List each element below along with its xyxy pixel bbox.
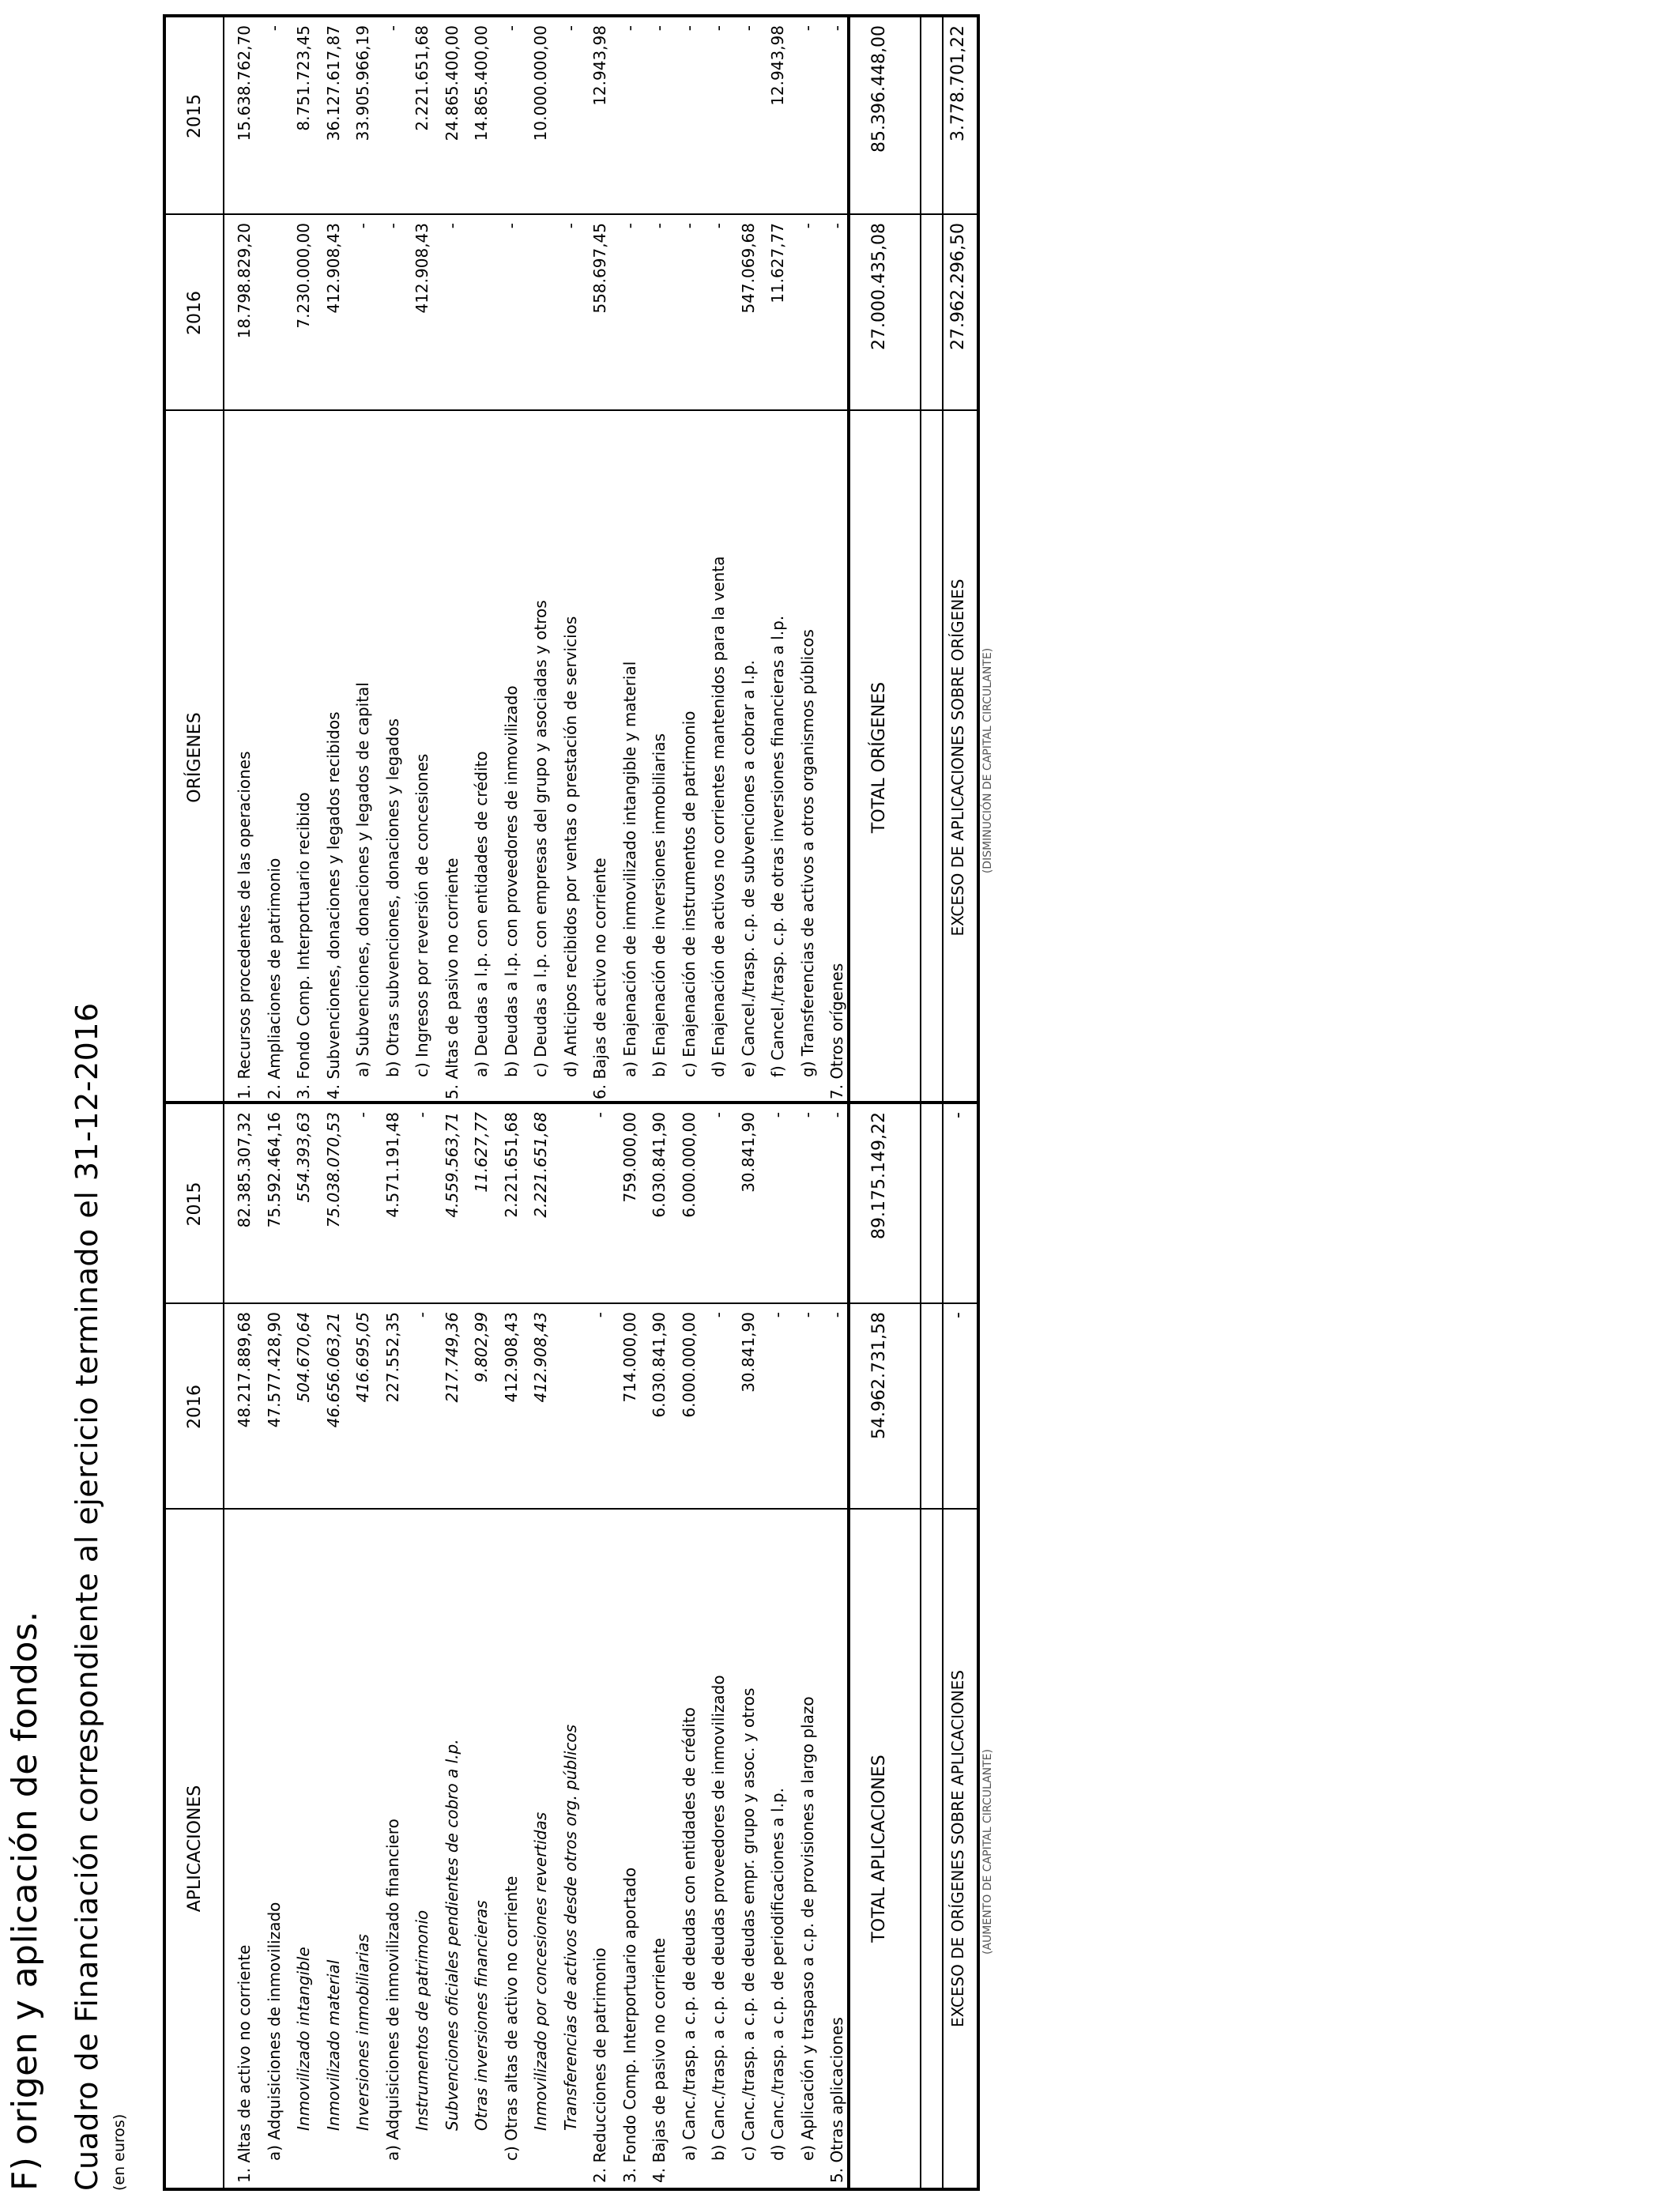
total-origenes-label: TOTAL ORÍGENES (869, 681, 889, 834)
aplicaciones-row-label: 3. Fondo Comp. Interportuario aportado (620, 1867, 639, 2183)
origenes-value-2016: - (560, 223, 580, 229)
aplicaciones-value-2016: 412.908,43 (501, 1312, 521, 1403)
origenes-row-label: f) Cancel./trasp. c.p. de otras inversiones financieras a l.p. (768, 615, 787, 1077)
aplicaciones-value-2016 (556, 1312, 586, 1510)
aplicaciones-row-label: Inmovilizado por concesiones revertidas (531, 1811, 550, 2131)
origenes-value-2016: - (501, 223, 521, 229)
origenes-value-2016: 558.697,45 (590, 223, 609, 314)
aplicaciones-row-label: Inmovilizado intangible (294, 1947, 313, 2131)
aplicaciones-row-label: a) Adquisiciones de inmovilizado financiero (382, 1819, 402, 2161)
origenes-value-2016: 412.908,43 (323, 223, 343, 314)
aplicaciones-row-label: 1. Altas de activo no corriente (235, 1944, 254, 2183)
aplicaciones-value-2016: - (827, 1312, 846, 1318)
origenes-row-label: b) Otras subvenciones, donaciones y legados (382, 718, 402, 1077)
origenes-value-2016: 18.798.829,20 (235, 223, 254, 339)
origenes-value-2016: 412.908,43 (412, 223, 431, 314)
excess-aplicaciones-note: (DISMINUCIÓN DE CAPITAL CIRCULANTE) (981, 647, 994, 874)
origenes-row-label: 3. Fondo Comp. Interportuario recibido (294, 792, 313, 1099)
aplicaciones-value-2015 (556, 1112, 586, 1304)
origenes-value-2015: - (650, 25, 669, 32)
aplicaciones-row-label: 2. Reducciones de patrimonio (590, 1947, 609, 2183)
origenes-value-2015: 8.751.723,45 (294, 25, 313, 131)
origenes-value-2016: 11.627,77 (768, 223, 787, 303)
financing-table (163, 14, 980, 2191)
header-origenes: ORÍGENES (184, 712, 205, 803)
origenes-value-2015: - (827, 25, 846, 32)
aplicaciones-row-label: 4. Bajas de pasivo no corriente (650, 1938, 669, 2183)
origenes-value-2015: 33.905.966,19 (353, 25, 372, 141)
excess-origenes-2015: - (948, 1112, 968, 1118)
aplicaciones-row-label: Inversiones inmobiliarias (353, 1934, 372, 2131)
aplicaciones-row-label: c) Otras altas de activo no corriente (501, 1875, 521, 2161)
origenes-row-label: e) Cancel./trasp. c.p. de subvenciones a cobrar a l.p. (738, 660, 758, 1077)
origenes-value-2016: - (797, 223, 817, 229)
origenes-value-2015: - (560, 25, 580, 32)
origenes-row-label: c) Enajenación de instrumentos de patrimonio (679, 711, 699, 1077)
origenes-row-label: a) Subvenciones, donaciones y legados de capital (353, 682, 372, 1077)
aplicaciones-value-2015: - (353, 1112, 372, 1118)
aplicaciones-value-2016: 412.908,43 (531, 1312, 550, 1403)
origenes-value-2015: 2.221.651,68 (412, 25, 431, 131)
header-origenes-2015: 2015 (184, 94, 205, 138)
total-origenes-2015: 85.396.448,00 (869, 25, 889, 153)
aplicaciones-value-2016: 504.670,64 (294, 1312, 313, 1403)
aplicaciones-row-label: a) Canc./trasp. a c.p. de deudas con entidades de crédito (679, 1707, 699, 2161)
aplicaciones-row-label: a) Adquisiciones de inmovilizado (264, 1902, 284, 2161)
aplicaciones-value-2016: 46.656.063,21 (323, 1312, 343, 1428)
aplicaciones-row-label: 5. Otras aplicaciones (827, 2017, 846, 2183)
aplicaciones-row-label: d) Canc./trasp. a c.p. de periodificaciones a l.p. (768, 1788, 787, 2161)
origenes-value-2016 (259, 223, 289, 411)
origenes-value-2016: - (353, 223, 372, 229)
aplicaciones-row-label: Subvenciones oficiales pendientes de cobro a l.p. (442, 1739, 461, 2131)
excess-aplicaciones-label: EXCESO DE APLICACIONES SOBRE ORÍGENES (948, 579, 967, 937)
total-aplicaciones-2016: 54.962.731,58 (869, 1312, 889, 1439)
origenes-value-2015: 24.865.400,00 (442, 25, 461, 141)
aplicaciones-value-2015: - (590, 1112, 609, 1118)
excess-origenes-note: (AUMENTO DE CAPITAL CIRCULANTE) (981, 1749, 994, 1955)
origenes-value-2016: 7.230.000,00 (294, 223, 313, 329)
origenes-value-2015: - (264, 25, 284, 32)
aplicaciones-row-label: c) Canc./trasp. a c.p. de deudas empr. grupo y asoc. y otros (738, 1687, 758, 2161)
aplicaciones-value-2015: 6.030.841,90 (650, 1112, 669, 1218)
excess-origenes-2016: - (948, 1312, 968, 1318)
aplicaciones-value-2016: 416.695,05 (353, 1312, 372, 1403)
aplicaciones-value-2015: - (709, 1112, 728, 1118)
aplicaciones-value-2016: 30.841,90 (738, 1312, 758, 1393)
aplicaciones-row-label: e) Aplicación y traspaso a c.p. de provisiones a largo plazo (797, 1696, 817, 2161)
origenes-value-2015: - (382, 25, 402, 32)
aplicaciones-value-2015: 82.385.307,32 (235, 1112, 254, 1228)
origenes-value-2016: - (620, 223, 639, 229)
origenes-value-2015: 10.000.000,00 (531, 25, 550, 141)
aplicaciones-row-label: Inmovilizado material (323, 1959, 343, 2131)
aplicaciones-value-2015: 6.000.000,00 (679, 1112, 699, 1218)
origenes-value-2015: 12.943,98 (768, 25, 787, 106)
aplicaciones-value-2016: 217.749,36 (442, 1312, 461, 1403)
origenes-row-label: 5. Altas de pasivo no corriente (442, 858, 461, 1099)
origenes-row-label: d) Anticipos recibidos por ventas o prestación de servicios (560, 616, 580, 1077)
aplicaciones-value-2015: 2.221.651,68 (531, 1112, 550, 1218)
aplicaciones-row-label: Transferencias de activos desde otros org. públicos (560, 1724, 580, 2131)
origenes-value-2016 (525, 223, 556, 411)
origenes-row-label: 1. Recursos procedentes de las operaciones (235, 751, 254, 1099)
origenes-value-2016: 547.069,68 (738, 223, 758, 314)
aplicaciones-value-2015: 2.221.651,68 (501, 1112, 521, 1218)
origenes-value-2015: - (679, 25, 699, 32)
origenes-value-2016: - (709, 223, 728, 229)
total-aplicaciones-label: TOTAL APLICACIONES (869, 1755, 889, 1943)
origenes-value-2016 (466, 223, 496, 411)
aplicaciones-value-2016: - (709, 1312, 728, 1318)
aplicaciones-row-label: b) Canc./trasp. a c.p. de deudas proveedores de inmovilizado (709, 1675, 728, 2161)
origenes-value-2015: 36.127.617,87 (323, 25, 343, 141)
origenes-row-label: b) Deudas a l.p. con proveedores de inmovilizado (501, 685, 521, 1077)
origenes-value-2015: 15.638.762,70 (235, 25, 254, 141)
total-origenes-2016: 27.000.435,08 (869, 223, 889, 350)
origenes-row-label: 6. Bajas de activo no corriente (590, 858, 609, 1099)
aplicaciones-value-2016: 6.000.000,00 (679, 1312, 699, 1418)
total-aplicaciones-2015: 89.175.149,22 (869, 1112, 889, 1239)
excess-aplicaciones-2016: 27.962.296,50 (948, 223, 968, 350)
aplicaciones-value-2015: 11.627,77 (472, 1112, 491, 1193)
header-rule (223, 17, 224, 2188)
origenes-row-label: 2. Ampliaciones de patrimonio (264, 858, 284, 1099)
aplicaciones-value-2016: - (797, 1312, 817, 1318)
units-note: (en euros) (111, 2113, 128, 2191)
aplicaciones-value-2015: 75.592.464,16 (264, 1112, 284, 1228)
aplicaciones-value-2015: 554.393,63 (294, 1112, 313, 1203)
aplicaciones-value-2015: 30.841,90 (738, 1112, 758, 1193)
origenes-value-2015: - (620, 25, 639, 32)
excess-aplicaciones-2015: 3.778.701,22 (948, 25, 968, 141)
aplicaciones-value-2015: 759.000,00 (620, 1112, 639, 1203)
aplicaciones-value-2016: 9.802,99 (472, 1312, 491, 1383)
origenes-value-2015: - (797, 25, 817, 32)
origenes-row-label: d) Enajenación de activos no corrientes mantenidos para la venta (709, 556, 728, 1077)
origenes-row-label: a) Deudas a l.p. con entidades de crédito (472, 751, 491, 1077)
aplicaciones-value-2016: - (768, 1312, 787, 1318)
aplicaciones-value-2015: 4.571.191,48 (382, 1112, 402, 1218)
origenes-value-2016: - (827, 223, 846, 229)
origenes-row-label: 7. Otros orígenes (827, 963, 846, 1099)
aplicaciones-row-label: Otras inversiones financieras (472, 1900, 491, 2131)
aplicaciones-row-label: Instrumentos de patrimonio (412, 1909, 431, 2131)
excess-rule-bottom (942, 17, 944, 2188)
excess-origenes-label: EXCESO DE ORÍGENES SOBRE APLICACIONES (948, 1669, 967, 2028)
aplicaciones-value-2016: - (412, 1312, 431, 1318)
origenes-value-2015: - (738, 25, 758, 32)
origenes-row-label: b) Enajenación de inversiones inmobiliarias (650, 733, 669, 1077)
header-aplicaciones-2016: 2016 (184, 1385, 205, 1429)
origenes-value-2015: - (501, 25, 521, 32)
aplicaciones-value-2016: 47.577.428,90 (264, 1312, 284, 1428)
aplicaciones-value-2016: 227.552,35 (382, 1312, 402, 1403)
origenes-row-label: a) Enajenación de inmovilizado intangible y material (620, 661, 639, 1077)
origenes-value-2015: - (709, 25, 728, 32)
origenes-row-label: c) Ingresos por reversión de concesiones (412, 753, 431, 1077)
table-caption: Cuadro de Financiación correspondiente al ejercicio terminado el 31-12-2016 (70, 1002, 104, 2191)
aplicaciones-value-2015: - (827, 1112, 846, 1118)
origenes-row-label: c) Deudas a l.p. con empresas del grupo y asociadas y otros (531, 600, 550, 1077)
header-aplicaciones-2015: 2015 (184, 1182, 205, 1227)
origenes-value-2015: 12.943,98 (590, 25, 609, 106)
aplicaciones-value-2015: 4.559.563,71 (442, 1112, 461, 1218)
aplicaciones-value-2015: - (412, 1112, 431, 1118)
aplicaciones-value-2016: 48.217.889,68 (235, 1312, 254, 1428)
aplicaciones-value-2016: - (590, 1312, 609, 1318)
aplicaciones-value-2015: - (768, 1112, 787, 1118)
header-aplicaciones: APLICACIONES (184, 1785, 205, 1913)
origenes-value-2016: - (382, 223, 402, 229)
origenes-row-label: 4. Subvenciones, donaciones y legados recibidos (323, 711, 343, 1099)
origenes-value-2016: - (442, 223, 461, 229)
section-title: F) origen y aplicación de fondos. (5, 1611, 45, 2191)
table-center-divider (166, 1101, 977, 1104)
origenes-value-2016: - (650, 223, 669, 229)
header-origenes-2016: 2016 (184, 291, 205, 335)
aplicaciones-value-2016: 714.000,00 (620, 1312, 639, 1403)
excess-rule-top (920, 17, 921, 2188)
origenes-row-label: g) Transferencias de activos a otros organismos públicos (797, 629, 817, 1077)
aplicaciones-value-2015: - (797, 1112, 817, 1118)
aplicaciones-value-2016: 6.030.841,90 (650, 1312, 669, 1418)
origenes-value-2016: - (679, 223, 699, 229)
origenes-value-2015: 14.865.400,00 (472, 25, 491, 141)
aplicaciones-value-2015: 75.038.070,53 (323, 1112, 343, 1228)
